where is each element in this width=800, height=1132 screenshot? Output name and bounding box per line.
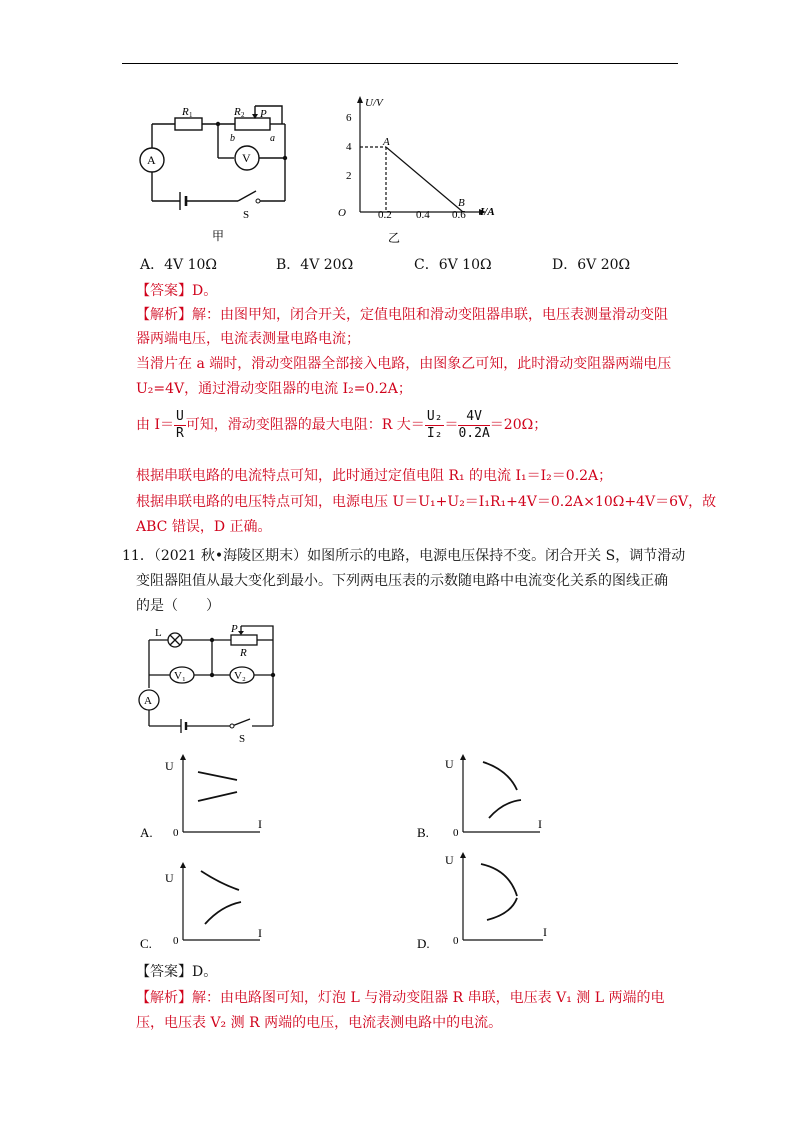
graph-option-d xyxy=(415,848,565,948)
figure-caption-yi: 乙 xyxy=(388,231,401,245)
graph-u-label: U xyxy=(165,871,174,885)
ammeter-label: A xyxy=(144,695,152,707)
q10-analysis-line: 器两端电压，电流表测量电路电流； xyxy=(136,331,360,347)
rheostat-label: R xyxy=(240,647,247,659)
graph-option-label: D. xyxy=(417,936,430,948)
q10-analysis-line: U₂=4V，通过滑动变阻器的电流 I₂=0.2A； xyxy=(136,381,412,397)
fraction-denominator: 0.2A xyxy=(458,425,490,441)
q11-stem-line: 的是（ ） xyxy=(136,598,220,614)
graph-i-label: I xyxy=(543,925,547,939)
end-a-label: a xyxy=(270,133,275,144)
circuit-figure-jia xyxy=(130,96,300,244)
fraction-numerator: 4V xyxy=(458,409,489,426)
q10-answer: 【答案】D。 xyxy=(136,283,218,299)
q10-analysis-line: 根据串联电路的电流特点可知，此时通过定值电阻 R₁ 的电流 I₁＝I₂＝0.2A； xyxy=(136,468,613,484)
figure-caption-jia: 甲 xyxy=(212,229,225,243)
lamp-label: L xyxy=(155,627,162,639)
voltmeter-label: V xyxy=(242,151,251,165)
end-b-label: b xyxy=(230,133,235,144)
y-tick: 4 xyxy=(346,141,352,153)
graph-origin-label: 0 xyxy=(173,827,179,839)
r2-label: R xyxy=(234,106,241,118)
q11-answer xyxy=(136,962,217,982)
x-tick: 0.4 xyxy=(416,209,430,221)
fraction-numerator: U₂ xyxy=(426,408,443,424)
graph-option-b xyxy=(415,750,565,845)
point-a-label: A xyxy=(383,136,390,148)
q10-analysis-line: 根据串联电路的电压特点可知，电源电压 U＝U₁+U₂＝I₁R₁+4V＝0.2A×10Ω+4V＝6V，故 xyxy=(136,494,717,510)
voltmeter-v1-label: V₁ xyxy=(174,670,186,682)
option-c: C．6V 10Ω xyxy=(414,257,492,273)
graph-figure-yi xyxy=(330,92,510,247)
graph-u-label: U xyxy=(165,759,174,773)
fraction-numerator: U xyxy=(175,408,184,424)
header-rule xyxy=(122,63,678,64)
r2-sub: 2 xyxy=(241,111,245,119)
fraction-denominator: R xyxy=(175,425,184,441)
q10-analysis-line: 当滑片在 a 端时，滑动变阻器全部接入电路，由图象乙可知，此时滑动变阻器两端电压 xyxy=(136,356,672,372)
slider-p-label: P xyxy=(231,623,238,635)
x-tick: 0.6 xyxy=(452,209,466,221)
graph-origin-label: 0 xyxy=(173,935,179,947)
graph-option-label: B. xyxy=(417,825,429,840)
formula-prefix: 由 I＝ xyxy=(136,417,174,433)
q11-answer-text: 【答案】D。 xyxy=(136,964,218,980)
formula-suffix: ＝20Ω； xyxy=(489,417,548,433)
y-tick: 2 xyxy=(346,170,352,182)
graph-u-label: U xyxy=(445,757,454,771)
q10-analysis-line: 【解析】解：由图甲知，闭合开关，定值电阻和滑动变阻器串联，电压表测量滑动变阻 xyxy=(136,307,668,323)
q11-stem-line: 变阻器阻值从最大变化到最小。下列两电压表的示数随电路中电流变化关系的图线正确 xyxy=(136,573,668,589)
point-b-label: B xyxy=(458,197,465,209)
q11-stem-line: 11．（2021 秋•海陵区期末）如图所示的电路，电源电压保持不变。闭合开关 S，调节滑动 xyxy=(122,548,686,564)
graph-option-c xyxy=(135,858,285,953)
q10-formula xyxy=(136,408,547,442)
x-axis-label: I/A xyxy=(480,206,495,218)
q11-analysis-line: 压，电压表 V₂ 测 R 两端的电压，电流表测电路中的电流。 xyxy=(136,1015,503,1031)
graph-i-label: I xyxy=(258,817,262,831)
graph-origin-label: 0 xyxy=(453,827,459,839)
graph-option-label: A. xyxy=(140,825,153,840)
q10-analysis-line: ABC 错误，D 正确。 xyxy=(136,519,272,535)
option-a: A．4V 10Ω xyxy=(140,257,217,273)
x-tick: 0.2 xyxy=(378,209,392,221)
r1-label: R xyxy=(182,106,189,118)
fraction-denominator: I₂ xyxy=(426,425,443,441)
q11-circuit xyxy=(135,620,285,745)
origin-label: O xyxy=(338,207,346,219)
graph-option-a xyxy=(135,750,285,845)
graph-origin-label: 0 xyxy=(453,935,459,947)
switch-label: S xyxy=(239,733,246,745)
switch-label: S xyxy=(243,209,250,221)
voltmeter-v2-label: V₂ xyxy=(234,670,246,682)
graph-u-label: U xyxy=(445,853,454,867)
graph-i-label: I xyxy=(538,817,542,831)
r1-sub: 1 xyxy=(189,111,193,119)
option-b: B．4V 20Ω xyxy=(276,257,354,273)
option-d: D．6V 20Ω xyxy=(552,257,631,273)
y-axis-label: U/V xyxy=(365,97,383,109)
formula-equals: ＝ xyxy=(444,417,459,433)
y-tick: 6 xyxy=(346,112,352,124)
slider-p-label: P xyxy=(260,108,267,120)
formula-middle: 可知，滑动变阻器的最大电阻：R 大＝ xyxy=(185,417,425,433)
graph-i-label: I xyxy=(258,926,262,940)
ammeter-label: A xyxy=(147,153,156,167)
q11-analysis-line: 【解析】解：由电路图可知，灯泡 L 与滑动变阻器 R 串联，电压表 V₁ 测 L 两端的电 xyxy=(136,990,665,1006)
graph-option-label: C. xyxy=(140,936,152,951)
